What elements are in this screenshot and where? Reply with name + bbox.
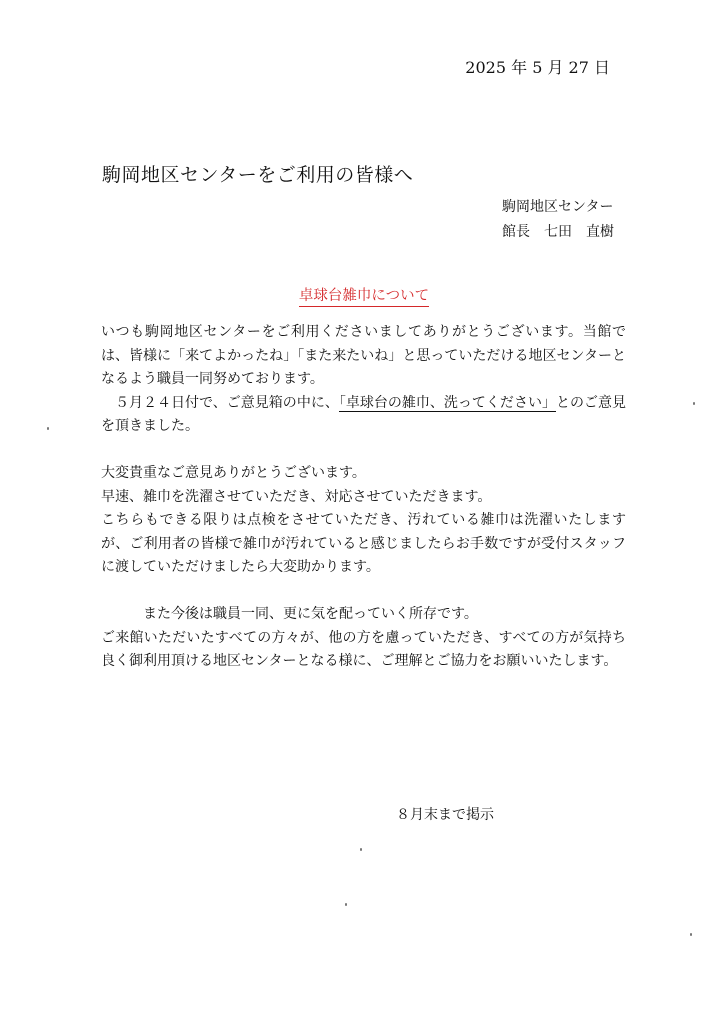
paragraph-closing: ご来館いただいたすべての方々が、他の方を慮っていただき、すべての方が気持ち良く御利用頂ける地区センターとなる様に、ご理解とご協力をお願いいたします。 xyxy=(101,629,626,669)
sender-organization: 駒岡地区センター xyxy=(502,199,614,215)
paragraph-commitment: また今後は職員一同、更に気を配っていく所存です。 xyxy=(143,606,478,622)
sender-block xyxy=(502,195,614,245)
paragraph-action: 早速、雑巾を洗濯させていただき、対応させていただきます。 xyxy=(101,488,492,505)
feedback-outro: とのご意見を頂きました。 xyxy=(101,394,626,434)
scan-speck xyxy=(693,402,695,405)
letter-body xyxy=(101,321,626,674)
scan-speck xyxy=(360,848,362,851)
sender-name: 館長 七田 直樹 xyxy=(502,224,614,240)
subject-title xyxy=(0,284,724,305)
paragraph-feedback xyxy=(101,392,626,439)
document-date: 2025 年 5 月 27 日 xyxy=(465,58,610,77)
feedback-intro: ５月２４日付で、ご意見箱の中に、 xyxy=(115,394,339,411)
paragraph-greeting: いつも駒岡地区センターをご利用くださいましてありがとうございます。当館では、皆様に「来てよかったね」「また来たいね」と思っていただける地区センターとなるよう職員一同努めております。 xyxy=(101,324,626,387)
feedback-quote: 「卓球台の雑巾、洗ってください」 xyxy=(338,394,556,411)
paragraph-thanks: 大変貴重なご意見ありがとうございます。 xyxy=(101,465,366,481)
addressee-heading: 駒岡地区センターをご利用の皆様へ xyxy=(102,164,414,186)
posting-period-note: ８月末まで掲示 xyxy=(396,807,494,823)
paragraph-request: こちらもできる限りは点検をさせていただき、汚れている雑巾は洗濯いたしますが、ご利用者の皆様で雑巾が汚れていると感じましたらお手数ですが受付スタッフに渡していただけましたら大変助かります。 xyxy=(101,512,626,575)
scan-speck xyxy=(690,933,692,936)
subject-text: 卓球台雑巾について xyxy=(299,288,429,307)
scan-speck xyxy=(345,903,347,906)
scan-speck xyxy=(47,427,49,430)
